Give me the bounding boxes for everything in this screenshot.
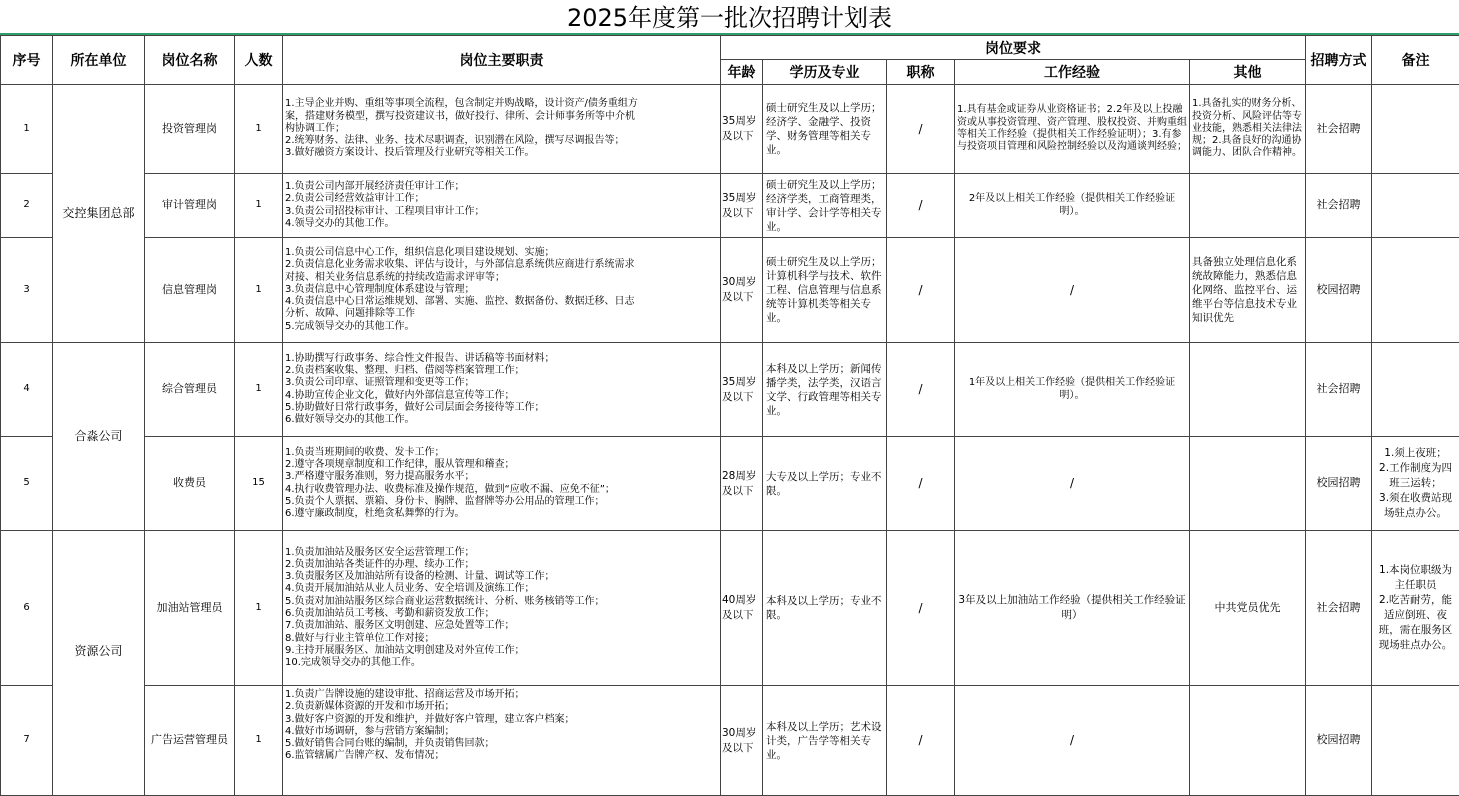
table-row xyxy=(1,531,1459,686)
cell-unit: 合淼公司 xyxy=(53,343,145,531)
cell-duties xyxy=(283,437,721,531)
cell-position: 收费员 xyxy=(145,437,235,531)
cell-title-rank: / xyxy=(887,686,955,796)
cell-seq: 6 xyxy=(1,531,53,686)
cell-duties xyxy=(283,238,721,343)
duty-line: 6.监管辖属广告牌产权、发布情况； xyxy=(285,750,720,762)
cell-position: 广告运营管理员 xyxy=(145,686,235,796)
duty-line: 2.负责新媒体资源的开发和市场开拓； xyxy=(285,701,720,713)
header-other: 其他 xyxy=(1190,60,1306,85)
duty-line: 1.协助撰写行政事务、综合性文件报告、讲话稿等书面材料； xyxy=(285,353,720,365)
duty-line: 构协调工作； xyxy=(285,123,720,135)
duty-line: 3.负责公司印章、证照管理和变更等工作； xyxy=(285,377,720,389)
cell-unit xyxy=(53,531,145,796)
header-title-rank: 职称 xyxy=(887,60,955,85)
duty-line: 分析、故障、问题排除等工作 xyxy=(285,308,720,320)
remark-line: 3.须在收费站现场驻点办公。 xyxy=(1374,491,1457,521)
cell-other xyxy=(1190,686,1306,796)
duty-line: 1.主导企业并购、重组等事项全流程，包含制定并购战略，设计资产/债务重组方 xyxy=(285,98,720,110)
header-method: 招聘方式 xyxy=(1306,36,1372,85)
duty-line: 4.执行收费管理办法、收费标准及操作规范，做到“应收不漏、应免不征”； xyxy=(285,484,720,496)
cell-position: 加油站管理员 xyxy=(145,531,235,686)
cell-position: 综合管理员 xyxy=(145,343,235,437)
header-education: 学历及专业 xyxy=(763,60,887,85)
duty-line: 1.负责公司内部开展经济责任审计工作； xyxy=(285,181,720,193)
duty-line: 7.负责加油站、服务区文明创建、应急处置等工作； xyxy=(285,620,720,632)
table-row xyxy=(1,85,1459,174)
duty-line: 6.负责加油站员工考核、考勤和薪资发放工作； xyxy=(285,608,720,620)
cell-method: 校园招聘 xyxy=(1306,238,1372,343)
duty-line: 8.做好与行业主管单位工作对接； xyxy=(285,633,720,645)
cell-title-rank: / xyxy=(887,343,955,437)
cell-other xyxy=(1190,343,1306,437)
duty-line: 10.完成领导交办的其他工作。 xyxy=(285,657,720,669)
cell-education: 本科及以上学历；专业不限。 xyxy=(763,531,887,686)
cell-experience: 1年及以上相关工作经验（提供相关工作经验证明）。 xyxy=(955,343,1190,437)
duty-line: 4.负责信息中心日常运维规划、部署、实施、监控、数据备份、数据迁移、日志 xyxy=(285,296,720,308)
table-row xyxy=(1,686,1459,796)
duty-line: 3.做好融资方案设计、投后管理及行业研究等相关工作。 xyxy=(285,147,720,159)
cell-age: 28周岁及以下 xyxy=(721,437,763,531)
cell-remarks xyxy=(1372,174,1459,238)
duty-line: 6.做好领导交办的其他工作。 xyxy=(285,414,720,426)
recruitment-table xyxy=(0,35,1459,796)
cell-duties xyxy=(283,531,721,686)
header-age: 年龄 xyxy=(721,60,763,85)
duty-line: 5.负责对加油站服务区综合商业运营数据统计、分析、账务核销等工作； xyxy=(285,596,720,608)
cell-position: 审计管理岗 xyxy=(145,174,235,238)
duty-line: 1.负责公司信息中心工作，组织信息化项目建设规划、实施； xyxy=(285,247,720,259)
cell-count: 1 xyxy=(235,174,283,238)
duty-line: 5.负责个人票据、票箱、身份卡、胸牌、监督牌等办公用品的管理工作； xyxy=(285,496,720,508)
page-title: 2025年度第一批次招聘计划表 xyxy=(0,0,1459,34)
cell-experience: 2年及以上相关工作经验（提供相关工作经验证明）。 xyxy=(955,174,1190,238)
duty-line: 1.负责加油站及服务区安全运营管理工作； xyxy=(285,547,720,559)
duty-line: 2.负责加油站各类证件的办理、续办工作； xyxy=(285,559,720,571)
cell-other xyxy=(1190,85,1306,174)
cell-other xyxy=(1190,174,1306,238)
duty-line: 3.做好客户资源的开发和维护，并做好客户管理，建立客户档案； xyxy=(285,714,720,726)
duty-line: 3.负责公司招投标审计、工程项目审计工作； xyxy=(285,206,720,218)
cell-method: 社会招聘 xyxy=(1306,174,1372,238)
duty-line: 4.协助宣传企业文化，做好内外部信息宣传等工作； xyxy=(285,390,720,402)
cell-title-rank: / xyxy=(887,437,955,531)
cell-age: 35周岁及以下 xyxy=(721,85,763,174)
cell-remarks xyxy=(1372,238,1459,343)
duty-line: 3.负责服务区及加油站所有设备的检测、计量、调试等工作； xyxy=(285,571,720,583)
cell-education: 硕士研究生及以上学历；经济学、金融学、投资学、财务管理等相关专业。 xyxy=(763,85,887,174)
unit-label: 资源公司 xyxy=(53,645,144,657)
cell-experience: 3年及以上加油站工作经验（提供相关工作经验证明） xyxy=(955,531,1190,686)
duty-line: 1.负责当班期间的收费、发卡工作； xyxy=(285,447,720,459)
cell-title-rank: / xyxy=(887,531,955,686)
cell-education: 硕士研究生及以上学历；经济学类，工商管理类，审计学、会计学等相关专业。 xyxy=(763,174,887,238)
cell-count: 1 xyxy=(235,531,283,686)
cell-title-rank: / xyxy=(887,238,955,343)
cell-experience: / xyxy=(955,686,1190,796)
header-seq: 序号 xyxy=(1,36,53,85)
duty-line: 9.主持开展服务区、加油站文明创建及对外宣传工作； xyxy=(285,645,720,657)
duty-line: 案，搭建财务模型，撰写投资建议书，做好投行、律所、会计师事务所等中介机 xyxy=(285,111,720,123)
cell-other xyxy=(1190,437,1306,531)
cell-remarks xyxy=(1372,437,1459,531)
cell-experience xyxy=(955,85,1190,174)
duty-line: 2.负责信息化业务需求收集、评估与设计，与外部信息系统供应商进行系统需求 xyxy=(285,259,720,271)
cell-education: 硕士研究生及以上学历；计算机科学与技术、软件工程、信息管理与信息系统等计算机类等相关专业。 xyxy=(763,238,887,343)
remark-line: 2.工作制度为四班三运转； xyxy=(1374,461,1457,491)
cell-experience: / xyxy=(955,437,1190,531)
header-duties: 岗位主要职责 xyxy=(283,36,721,85)
cell-position: 投资管理岗 xyxy=(145,85,235,174)
cell-seq: 5 xyxy=(1,437,53,531)
cell-seq: 7 xyxy=(1,686,53,796)
cell-age: 35周岁及以下 xyxy=(721,174,763,238)
table-row xyxy=(1,437,1459,531)
cell-age: 30周岁及以下 xyxy=(721,686,763,796)
header-experience: 工作经验 xyxy=(955,60,1190,85)
cell-title-rank: / xyxy=(887,85,955,174)
duty-line: 4.领导交办的其他工作。 xyxy=(285,218,720,230)
cell-method: 校园招聘 xyxy=(1306,686,1372,796)
cell-age: 35周岁及以下 xyxy=(721,343,763,437)
cell-duties xyxy=(283,174,721,238)
table-row xyxy=(1,174,1459,238)
cell-remarks xyxy=(1372,531,1459,686)
cell-method: 社会招聘 xyxy=(1306,85,1372,174)
cell-remarks xyxy=(1372,686,1459,796)
cell-duties xyxy=(283,85,721,174)
cell-seq: 1 xyxy=(1,85,53,174)
duty-line: 5.协助做好日常行政事务，做好公司层面会务接待等工作； xyxy=(285,402,720,414)
cell-remarks xyxy=(1372,85,1459,174)
cell-age: 40周岁及以下 xyxy=(721,531,763,686)
duty-line: 2.遵守各项规章制度和工作纪律，服从管理和稽查； xyxy=(285,459,720,471)
other-text: 1.具备扎实的财务分析、投资分析、风险评估等专业技能，熟悉相关法律法规；2.具备良好的沟通协调能力、团队合作精神。 xyxy=(1192,98,1303,159)
cell-seq: 4 xyxy=(1,343,53,437)
cell-other: 具备独立处理信息化系统故障能力，熟悉信息化网络、监控平台、运维平台等信息技术专业知识优先 xyxy=(1190,238,1306,343)
duty-line: 对接、相关业务信息系统的持续改造需求评审等； xyxy=(285,272,720,284)
cell-seq: 2 xyxy=(1,174,53,238)
header-position: 岗位名称 xyxy=(145,36,235,85)
duty-line: 6.遵守廉政制度，杜绝贪私舞弊的行为。 xyxy=(285,508,720,520)
cell-position: 信息管理岗 xyxy=(145,238,235,343)
cell-unit: 交控集团总部 xyxy=(53,85,145,343)
cell-education: 本科及以上学历；艺术设计类，广告学等相关专业。 xyxy=(763,686,887,796)
experience-text: 1.具有基金或证券从业资格证书；2.2年及以上投融资或从事投资管理、资产管理、股权投资、并购重组等相关工作经验（提供相关工作经验证明）；3.有参与投资项目管理和风险控制经验以及沟通谈判经验； xyxy=(957,104,1187,153)
cell-duties xyxy=(283,686,721,796)
duty-line: 2.负责公司经营效益审计工作； xyxy=(285,193,720,205)
duty-line: 3.严格遵守服务准则，努力提高服务水平； xyxy=(285,471,720,483)
cell-method: 社会招聘 xyxy=(1306,531,1372,686)
cell-remarks xyxy=(1372,343,1459,437)
cell-method: 校园招聘 xyxy=(1306,437,1372,531)
remark-line: 1.须上夜班； xyxy=(1374,446,1457,461)
cell-title-rank: / xyxy=(887,174,955,238)
duty-line: 1.负责广告牌设施的建设审批、招商运营及市场开拓； xyxy=(285,689,720,701)
duty-line: 2.负责档案收集、整理、归档、借阅等档案管理工作； xyxy=(285,365,720,377)
cell-education: 大专及以上学历；专业不限。 xyxy=(763,437,887,531)
cell-age: 30周岁及以下 xyxy=(721,238,763,343)
cell-experience: / xyxy=(955,238,1190,343)
cell-count: 1 xyxy=(235,343,283,437)
cell-count: 15 xyxy=(235,437,283,531)
cell-count: 1 xyxy=(235,238,283,343)
duty-line: 5.完成领导交办的其他工作。 xyxy=(285,321,720,333)
cell-count: 1 xyxy=(235,85,283,174)
remark-line: 2.吃苦耐劳，能适应倒班、夜班，需在服务区现场驻点办公。 xyxy=(1374,593,1457,653)
cell-count: 1 xyxy=(235,686,283,796)
duty-line: 4.负责开展加油站从业人员业务、安全培训及演练工作； xyxy=(285,583,720,595)
duty-line: 3.负责信息中心管理制度体系建设与管理； xyxy=(285,284,720,296)
table-row xyxy=(1,238,1459,343)
header-requirements: 岗位要求 xyxy=(721,36,1306,60)
header-remarks: 备注 xyxy=(1372,36,1459,85)
cell-duties xyxy=(283,343,721,437)
remark-line: 1.本岗位职级为主任职员 xyxy=(1374,563,1457,593)
duty-line: 5.做好销售合同台账的编制，并负责销售回款； xyxy=(285,738,720,750)
cell-seq: 3 xyxy=(1,238,53,343)
header-count: 人数 xyxy=(235,36,283,85)
duty-line: 2.统筹财务、法律、业务、技术尽职调查，识别潜在风险，撰写尽调报告等； xyxy=(285,135,720,147)
header-unit: 所在单位 xyxy=(53,36,145,85)
table-row xyxy=(1,343,1459,437)
cell-method: 社会招聘 xyxy=(1306,343,1372,437)
duty-line: 4.做好市场调研，参与营销方案编制； xyxy=(285,726,720,738)
cell-other: 中共党员优先 xyxy=(1190,531,1306,686)
cell-education: 本科及以上学历；新闻传播学类，法学类，汉语言文学、行政管理等相关专业。 xyxy=(763,343,887,437)
